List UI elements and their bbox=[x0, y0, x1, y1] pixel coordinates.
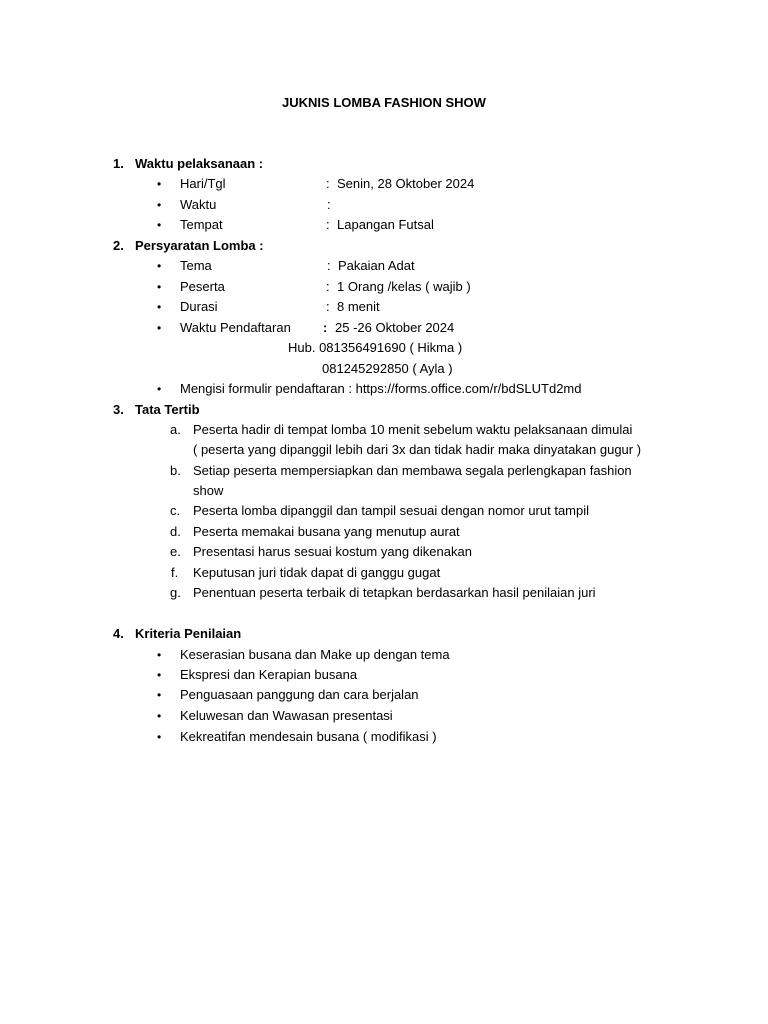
section-2-number: 2. bbox=[113, 238, 124, 253]
colon-separator: : bbox=[326, 279, 330, 294]
rule-letter-a: a. bbox=[170, 422, 181, 437]
rule-text-c: Peserta lomba dipanggil dan tampil sesuai dengan nomor urut tampil bbox=[193, 503, 590, 518]
colon-separator: : bbox=[326, 299, 330, 314]
bullet-icon: • bbox=[157, 259, 162, 273]
section-4-title: Kriteria Penilaian bbox=[135, 626, 242, 641]
item-label-peserta: Peserta bbox=[180, 279, 225, 294]
item-value-tempat: Lapangan Futsal bbox=[337, 217, 434, 232]
rule-text-b-cont: show bbox=[193, 483, 224, 498]
section-3-number: 3. bbox=[113, 402, 124, 417]
bullet-icon: • bbox=[157, 280, 162, 294]
colon-separator: : bbox=[327, 197, 331, 212]
bullet-icon: • bbox=[157, 177, 162, 191]
section-1-number: 1. bbox=[113, 156, 124, 171]
item-label-waktu: Waktu bbox=[180, 197, 217, 212]
item-label-tempat: Tempat bbox=[180, 217, 223, 232]
rule-text-d: Peserta memakai busana yang menutup aurat bbox=[193, 524, 460, 539]
contact-hikma: Hub. 081356491690 ( Hikma ) bbox=[288, 340, 463, 355]
colon-separator: : bbox=[323, 320, 328, 335]
rule-text-e: Presentasi harus sesuai kostum yang dikenakan bbox=[193, 544, 472, 559]
item-label-hari-tgl: Hari/Tgl bbox=[180, 176, 226, 191]
item-value-tema: Pakaian Adat bbox=[338, 258, 415, 273]
section-1-title: Waktu pelaksanaan : bbox=[135, 156, 264, 171]
section-3-title: Tata Tertib bbox=[135, 402, 200, 417]
item-label-durasi: Durasi bbox=[180, 299, 218, 314]
rule-letter-d: d. bbox=[170, 524, 181, 539]
rule-text-f: Keputusan juri tidak dapat di ganggu gugat bbox=[193, 565, 441, 580]
rule-text-g: Penentuan peserta terbaik di tetapkan berdasarkan hasil penilaian juri bbox=[193, 585, 596, 600]
rule-letter-b: b. bbox=[170, 463, 181, 478]
bullet-icon: • bbox=[157, 730, 162, 744]
rule-text-b: Setiap peserta mempersiapkan dan membawa segala perlengkapan fashion bbox=[193, 463, 632, 478]
bullet-icon: • bbox=[157, 300, 162, 314]
criteria-item: Ekspresi dan Kerapian busana bbox=[180, 667, 358, 682]
section-2-title: Persyaratan Lomba : bbox=[135, 238, 264, 253]
contact-ayla: 081245292850 ( Ayla ) bbox=[322, 361, 453, 376]
rule-letter-c: c. bbox=[170, 503, 181, 518]
bullet-icon: • bbox=[157, 668, 162, 682]
bullet-icon: • bbox=[157, 321, 162, 335]
item-label-tema: Tema bbox=[180, 258, 212, 273]
registration-form-line: Mengisi formulir pendaftaran : https://forms.office.com/r/bdSLUTd2md bbox=[180, 381, 582, 396]
bullet-icon: • bbox=[157, 382, 162, 396]
criteria-item: Kekreatifan mendesain busana ( modifikasi ) bbox=[180, 729, 437, 744]
rule-text-a: Peserta hadir di tempat lomba 10 menit sebelum waktu pelaksanaan dimulai bbox=[193, 422, 633, 437]
item-value-hari-tgl: Senin, 28 Oktober 2024 bbox=[337, 176, 475, 191]
section-4-number: 4. bbox=[113, 626, 124, 641]
criteria-item: Keluwesan dan Wawasan presentasi bbox=[180, 708, 393, 723]
bullet-icon: • bbox=[157, 648, 162, 662]
colon-separator: : bbox=[327, 258, 331, 273]
item-label-waktu-pendaftaran: Waktu Pendaftaran bbox=[180, 320, 291, 335]
colon-separator: : bbox=[326, 217, 330, 232]
bullet-icon: • bbox=[157, 688, 162, 702]
rule-letter-f: f. bbox=[171, 565, 179, 580]
bullet-icon: • bbox=[157, 198, 162, 212]
item-value-durasi: 8 menit bbox=[337, 299, 380, 314]
document-title: JUKNIS LOMBA FASHION SHOW bbox=[282, 95, 486, 110]
criteria-item: Penguasaan panggung dan cara berjalan bbox=[180, 687, 419, 702]
colon-separator: : bbox=[326, 176, 330, 191]
bullet-icon: • bbox=[157, 218, 162, 232]
rule-letter-e: e. bbox=[170, 544, 181, 559]
bullet-icon: • bbox=[157, 709, 162, 723]
criteria-item: Keserasian busana dan Make up dengan tema bbox=[180, 647, 450, 662]
rule-text-a-cont: ( peserta yang dipanggil lebih dari 3x dan tidak hadir maka dinyatakan gugur ) bbox=[193, 442, 642, 457]
item-value-peserta: 1 Orang /kelas ( wajib ) bbox=[337, 279, 471, 294]
rule-letter-g: g. bbox=[170, 585, 181, 600]
item-value-waktu-pendaftaran: 25 -26 Oktober 2024 bbox=[335, 320, 455, 335]
